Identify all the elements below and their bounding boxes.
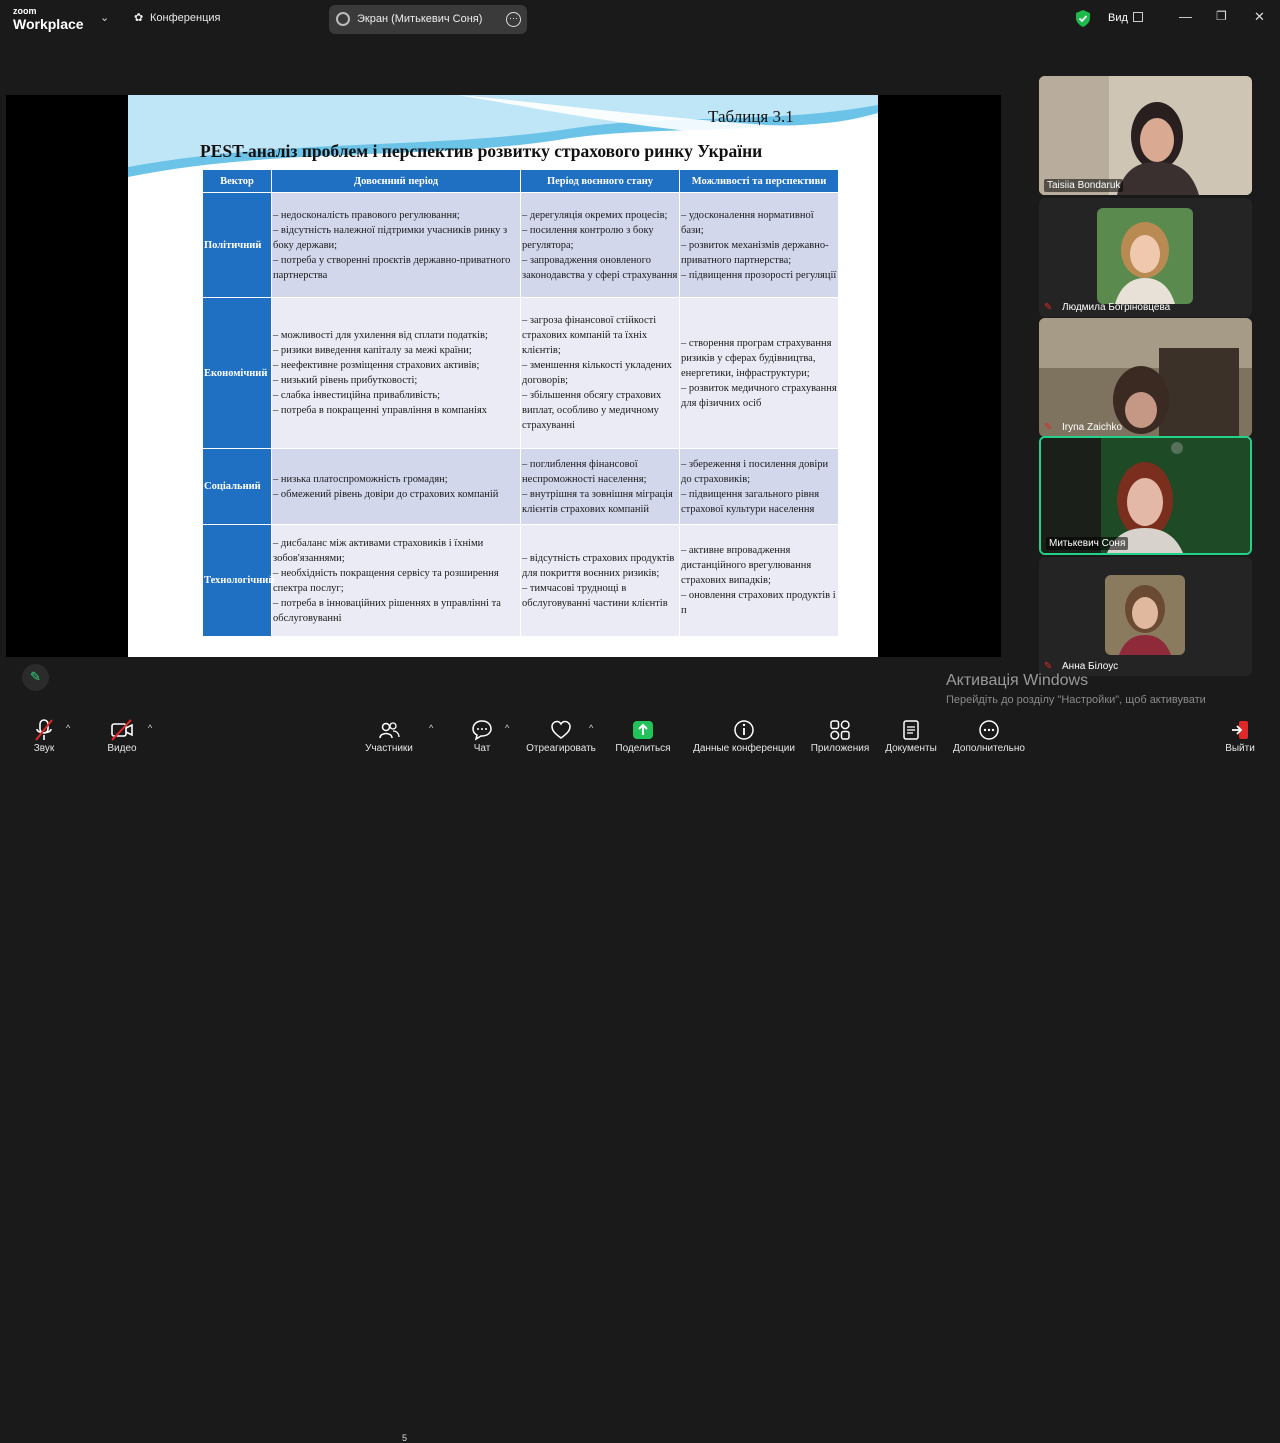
- table-header: Довоєнний період: [272, 170, 521, 193]
- prewar-cell: [272, 298, 521, 449]
- prospects-cell: [680, 449, 839, 525]
- vector-cell: Політичний: [203, 193, 272, 298]
- cell-line: – збільшення обсягу страхових виплат, особливо у медичному страхуванні: [522, 390, 662, 431]
- war-cell: [521, 525, 680, 637]
- info-icon: [733, 719, 755, 741]
- share-button[interactable]: [612, 711, 674, 756]
- chat-options-caret[interactable]: ^: [505, 723, 510, 733]
- mic-muted-icon: ✎: [1044, 661, 1053, 672]
- cell-line: – потреба в покращенні управління в компаніях: [273, 405, 488, 416]
- prospects-cell: [680, 525, 839, 637]
- war-cell: [521, 193, 680, 298]
- cell-line: – удосконалення нормативної бази;: [681, 209, 814, 236]
- share-label-btn: Поделиться: [615, 743, 671, 754]
- video-feed: [1039, 318, 1252, 437]
- audio-options-caret[interactable]: ^: [66, 723, 71, 733]
- table-header: Період воєнного стану: [521, 170, 680, 193]
- vector-cell: Соціальний: [203, 449, 272, 525]
- apps-button[interactable]: [808, 711, 872, 756]
- leave-icon: [1229, 719, 1251, 741]
- participant-tile-active-speaker[interactable]: [1039, 436, 1252, 555]
- mic-muted-icon: ✎: [1044, 422, 1053, 433]
- docs-button[interactable]: [882, 711, 940, 756]
- cell-line: – обмежений рівень довіри до страхових компаній: [273, 488, 499, 500]
- participant-name: Iryna Zaichko: [1062, 422, 1123, 433]
- more-icon: [978, 719, 1000, 741]
- cell-line: – потреба в інноваційних рішеннях в управлінні та обслуговуванні: [273, 597, 501, 624]
- video-button[interactable]: [100, 711, 144, 756]
- cell-line: – розвиток механізмів державно-приватного партнерства;: [681, 239, 829, 266]
- meeting-toolbar: [0, 711, 1280, 1443]
- conference-menu[interactable]: [134, 11, 220, 24]
- cell-line: – зменшення кількості укладених договорів;: [522, 360, 672, 386]
- meeting-info-button[interactable]: [690, 711, 798, 756]
- slide-title: PEST-аналіз проблем і перспектив розвитку страхового ринку України: [200, 141, 763, 161]
- chat-button[interactable]: [466, 711, 498, 756]
- cell-line: – відсутність належної підтримки учасників ринку з боку держави;: [273, 224, 508, 251]
- participant-tile[interactable]: [1039, 76, 1252, 195]
- docs-label: Документы: [885, 743, 937, 754]
- conference-label: Конференция: [150, 12, 221, 24]
- cell-line: – дисбаланс між активами страховиків і їхніми зобов'язаннями;: [273, 537, 484, 564]
- more-icon[interactable]: ···: [506, 12, 521, 27]
- document-icon: [900, 719, 922, 741]
- cell-line: – можливості для ухилення від сплати податків;: [273, 330, 488, 341]
- chat-icon: [471, 719, 493, 741]
- title-bar: [0, 0, 1280, 38]
- heart-icon: [550, 719, 572, 741]
- view-icon[interactable]: [1133, 12, 1143, 22]
- cell-line: – розвиток медичного страхування для фізичних осіб: [681, 382, 837, 409]
- cell-line: – тимчасові труднощі в обслуговуванні частини клієнтів: [522, 582, 668, 609]
- video-options-caret[interactable]: ^: [148, 723, 153, 733]
- table-header: Вектор: [203, 170, 272, 193]
- table-row: [203, 298, 839, 449]
- more-button[interactable]: [950, 711, 1028, 756]
- table-number: Таблиця 3.1: [708, 107, 794, 126]
- chat-label: Чат: [473, 743, 491, 754]
- table-header: Можливості та перспективи: [680, 170, 839, 193]
- cell-line: – загроза фінансової стійкості страхових компаній та їхніх клієнтів;: [522, 315, 657, 356]
- video-feed: [1039, 76, 1252, 195]
- participants-icon: [378, 719, 400, 741]
- cell-line: – поглиблення фінансової неспроможності населення;: [522, 458, 647, 485]
- war-cell: [521, 298, 680, 449]
- share-screen-icon: [632, 719, 654, 741]
- cell-line: – низький рівень прибутковості;: [273, 375, 418, 386]
- prewar-cell: [272, 449, 521, 525]
- meeting-info-label: Данные конференции: [693, 743, 795, 754]
- screen-icon: [336, 12, 350, 26]
- table-row: [203, 449, 839, 525]
- cell-line: – внутрішня та зовнішня міграція клієнтів страхових компаній: [522, 488, 673, 515]
- participant-tile[interactable]: [1039, 557, 1252, 676]
- video-off-icon: [110, 719, 134, 741]
- mic-muted-icon: ✎: [1044, 302, 1053, 313]
- prewar-cell: [272, 525, 521, 637]
- cell-line: – активне впровадження дистанційного врегулювання страхових випадків;: [681, 545, 812, 586]
- close-icon[interactable]: ✕: [1254, 9, 1265, 24]
- restore-icon[interactable]: ❐: [1216, 9, 1227, 23]
- mic-muted-icon: [34, 719, 54, 741]
- cell-line: – збереження і посилення довіри до страховиків;: [681, 458, 829, 485]
- audio-label: Звук: [33, 743, 55, 754]
- zoom-logo: [13, 7, 84, 31]
- leave-button[interactable]: [1222, 711, 1258, 756]
- prewar-cell: [272, 193, 521, 298]
- vector-cell: Економічний: [203, 298, 272, 449]
- cell-line: – потреба у створенні проєктів державно-приватного партнерства: [273, 254, 511, 281]
- cell-line: – створення програм страхування ризиків у сферах будівництва, енергетики, інфраструктури;: [681, 337, 832, 379]
- table-header-row: [203, 170, 839, 193]
- leave-label: Выйти: [1225, 743, 1255, 754]
- cell-line: – недосконалість правового регулювання;: [273, 209, 460, 221]
- react-button[interactable]: [524, 711, 598, 756]
- video-feed: [1041, 438, 1250, 553]
- cell-line: – оновлення страхових продуктів і п: [681, 590, 836, 616]
- audio-button[interactable]: [24, 711, 64, 756]
- chevron-down-icon[interactable]: ⌄: [100, 12, 110, 24]
- participant-name: Митькевич Соня: [1046, 537, 1128, 550]
- video-label: Видео: [107, 743, 137, 754]
- table-row: [203, 525, 839, 637]
- participant-name: Анна Білоус: [1062, 661, 1119, 672]
- participants-button[interactable]: [362, 711, 416, 756]
- prospects-cell: [680, 298, 839, 449]
- table-row: [203, 193, 839, 298]
- prospects-cell: [680, 193, 839, 298]
- watermark-title: Активація Windows: [946, 672, 1089, 689]
- minimize-icon[interactable]: —: [1179, 9, 1192, 24]
- cell-line: – необхідність покращення сервісу та розширення спектра послуг;: [273, 567, 499, 594]
- participant-name: Людмила Богріновцева: [1062, 302, 1171, 313]
- shield-icon[interactable]: [1075, 10, 1091, 27]
- screen-share-indicator[interactable]: [329, 5, 527, 34]
- participant-tile[interactable]: [1039, 198, 1252, 317]
- logo-bottom: Workplace: [13, 16, 84, 32]
- cell-line: – слабка інвестиційна привабливість;: [273, 390, 441, 401]
- participants-label: Участники: [365, 743, 413, 754]
- apps-icon: [829, 719, 851, 741]
- paw-icon: ✿: [134, 12, 144, 24]
- logo-top: zoom: [13, 6, 37, 16]
- cell-line: – запровадження оновленого законодавства у сфері страхування: [522, 254, 678, 281]
- participants-count: 5: [402, 1433, 408, 1443]
- cell-line: – неефективне розміщення страхових активів;: [273, 360, 480, 371]
- react-options-caret[interactable]: ^: [589, 723, 594, 733]
- participant-tile[interactable]: [1039, 318, 1252, 437]
- react-label: Отреагировать: [526, 743, 596, 754]
- cell-line: – відсутність страхових продуктів для покриття воєнних ризиків;: [522, 552, 675, 579]
- vector-cell: Технологічний: [203, 525, 272, 637]
- cell-line: – дерегуляція окремих процесів;: [522, 209, 668, 221]
- participant-name: Taisiia Bondaruk: [1044, 179, 1123, 192]
- cell-line: – підвищення загального рівня страхової культури населення: [681, 488, 820, 515]
- apps-label: Приложения: [810, 743, 870, 754]
- cell-line: – посилення контролю з боку регулятора;: [522, 224, 654, 251]
- watermark-line1: Перейдіть до розділу "Настройки", щоб активувати: [946, 694, 1206, 706]
- annotate-pen-button[interactable]: ✎: [22, 664, 49, 691]
- more-label: Дополнительно: [953, 743, 1025, 754]
- view-label[interactable]: Вид: [1108, 12, 1128, 24]
- video-feed: [1039, 557, 1252, 676]
- participants-options-caret[interactable]: ^: [429, 723, 434, 733]
- share-label: Экран (Митькевич Соня): [357, 13, 483, 25]
- presentation-slide: [128, 95, 878, 657]
- video-feed: [1039, 198, 1252, 317]
- war-cell: [521, 449, 680, 525]
- cell-line: – ризики виведення капіталу за межі країни;: [273, 345, 472, 356]
- cell-line: – підвищення прозорості регуляції: [681, 269, 837, 281]
- cell-line: – низька платоспроможність громадян;: [273, 473, 448, 485]
- pest-table: [202, 169, 839, 637]
